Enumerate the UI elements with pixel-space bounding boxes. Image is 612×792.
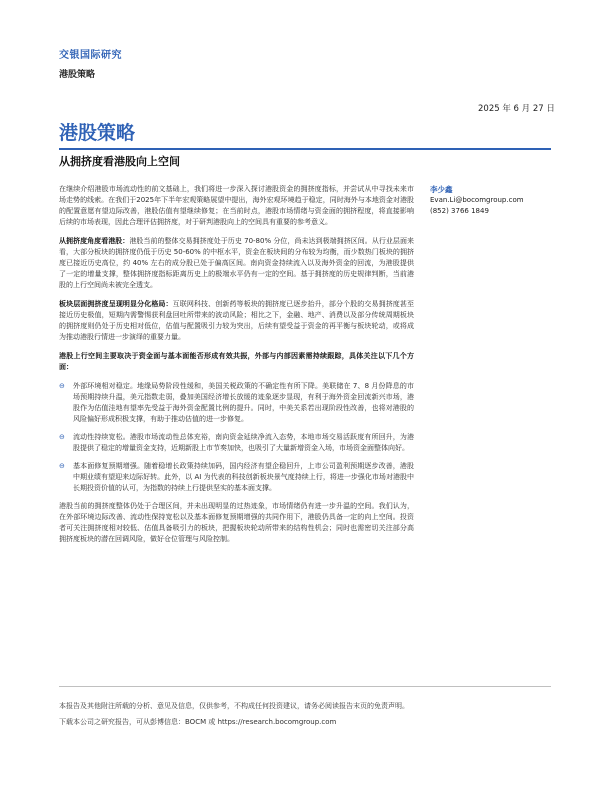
paragraph-text: 港股当前的整体交易拥挤度处于历史 70-80% 分位，尚未达到极端拥挤区间。从行业层面来看，大部分板块的拥挤度仍低于历史 50-60% 的中枢水平，资金在板块间的分布较为均衡，而少数热门板块的拥挤度已接近历史高位，约 40% 左右的成分股已处于偏高区间。南向资金持续流入以及海外资金的回流，为港股提供了一定的增量支撑，整体拥挤度指标距离历史上的极端水平仍有一定的空间。基于拥挤度的历史规律判断，当前港股的上行空间尚未被完全透支。 xyxy=(59,237,415,289)
paragraph-sectors xyxy=(59,299,414,343)
report-body xyxy=(59,184,414,553)
analyst-block xyxy=(430,184,524,217)
paragraph-crowding xyxy=(59,236,414,291)
analyst-phone: (852) 3766 1849 xyxy=(430,207,489,215)
bullet-icon: ⊖ xyxy=(59,382,65,390)
footer xyxy=(59,698,409,730)
paragraph-text: 港股当前的拥挤度整体仍处于合理区间，并未出现明显的过热迹象，市场情绪仍有进一步升温的空间。我们认为，在外部环境边际改善、流动性保持宽松以及基本面修复预期增强的共同作用下，港股仍具备一定的向上空间。投资者可关注拥挤度相对较低、估值具备吸引力的板块，把握板块轮动所带来的结构性机会；同时也需密切关注部分高拥挤度板块的潜在回调风险，做好仓位管理与风险控制。 xyxy=(59,502,414,543)
report-subtitle: 从拥挤度看港股向上空间 xyxy=(59,155,180,168)
paragraph-conclusion xyxy=(59,501,414,545)
brand-block xyxy=(59,46,122,80)
footer-download[interactable]: 下载本公司之研究报告，可从彭博信息：BOCM 或 https://research.bocomgroup.com xyxy=(59,718,337,726)
analyst-name: 李少鑫 xyxy=(430,185,453,194)
paragraph-lead: 板块层面拥挤度呈现明显分化格局： xyxy=(59,300,173,308)
page-title: 港股策略 xyxy=(59,122,136,144)
bullet-text: 外部环境相对稳定。地缘局势阶段性缓和，美国关税政策的不确定性有所下降。美联储在 7、8 月份降息的市场预期持续升温，美元指数走弱，叠加美国经济增长放缓的迹象逐步显现，有利于海外资金回流新兴市场，港股作为估值洼地有望率先受益于海外资金配置比例的提升。同时，中美关系若出现阶段性改善，也将对港股的风险偏好形成积极支撑，有助于推动估值的进一步修复。 xyxy=(73,382,414,423)
paragraph-text: 在继续介绍港股市场流动性的前文基础上，我们将进一步深入探讨港股资金的拥挤度指标，并尝试从中寻找未来市场走势的线索。在我们于2025年下半年宏观策略展望中提出，海外宏观环境趋于稳定，同时海外与本地资金对港股的配置意愿有望边际改善，港股估值有望继续修复；在当前时点，港股市场情绪与资金面的拥挤程度，将直接影响后续的市场表现，因此合理评估拥挤度，对于研判港股向上的空间具有重要的参考意义。 xyxy=(59,185,414,226)
list-item xyxy=(59,381,414,425)
list-item xyxy=(59,461,414,494)
footer-disclaimer: 本报告及其他附注所载的分析、意见及信息，仅供参考，不构成任何投资建议，请务必阅读报告末页的免责声明。 xyxy=(59,702,409,710)
bullet-icon: ⊖ xyxy=(59,462,65,470)
bullet-text: 基本面修复预期增强。随着稳增长政策持续加码，国内经济有望企稳回升，上市公司盈利预期逐步改善，港股中期业绩有望迎来边际好转。此外，以 AI 为代表的科技创新板块景气度持续上行，将进一步强化市场对港股中长期投资价值的认可，为指数的持续上行提供坚实的基本面支撑。 xyxy=(73,462,414,492)
list-item xyxy=(59,432,414,454)
paragraph-intro xyxy=(59,184,414,228)
title-divider xyxy=(59,148,551,150)
analyst-email[interactable]: Evan.Li@bocomgroup.com xyxy=(430,196,524,204)
footer-divider xyxy=(59,686,551,687)
brand-section: 港股策略 xyxy=(59,70,96,80)
paragraph-lead: 港股上行空间主要取决于资金面与基本面能否形成有效共振，外部与内部因素需持续跟踪，具体关注以下几个方面： xyxy=(59,352,414,371)
report-date: 2025 年 6 月 27 日 xyxy=(478,104,555,114)
paragraph-lead: 从拥挤度角度看港股： xyxy=(59,237,130,245)
bullet-text: 流动性持续宽松。港股市场流动性总体充裕，南向资金延续净流入态势，本地市场交易活跃度有所回升，为港股提供了稳定的增量资金支持，近期新股上市节奏加快，也吸引了大量新增资金入场，市场资金面整体向好。 xyxy=(73,433,414,452)
bullet-icon: ⊖ xyxy=(59,433,65,441)
paragraph-drivers xyxy=(59,351,414,373)
paragraph-text: 互联网科技、创新药等板块的拥挤度已逐步抬升，部分个股的交易拥挤度甚至接近历史极值，短期内需警惕获利盘回吐所带来的波动风险；相比之下，金融、地产、消费以及部分传统周期板块的拥挤度则仍处于历史相对低位，估值与配置吸引力较为突出，后续有望受益于资金的再平衡与板块轮动，或将成为推动港股行情进一步演绎的重要力量。 xyxy=(59,300,415,341)
brand-org: 交银国际研究 xyxy=(59,50,122,61)
